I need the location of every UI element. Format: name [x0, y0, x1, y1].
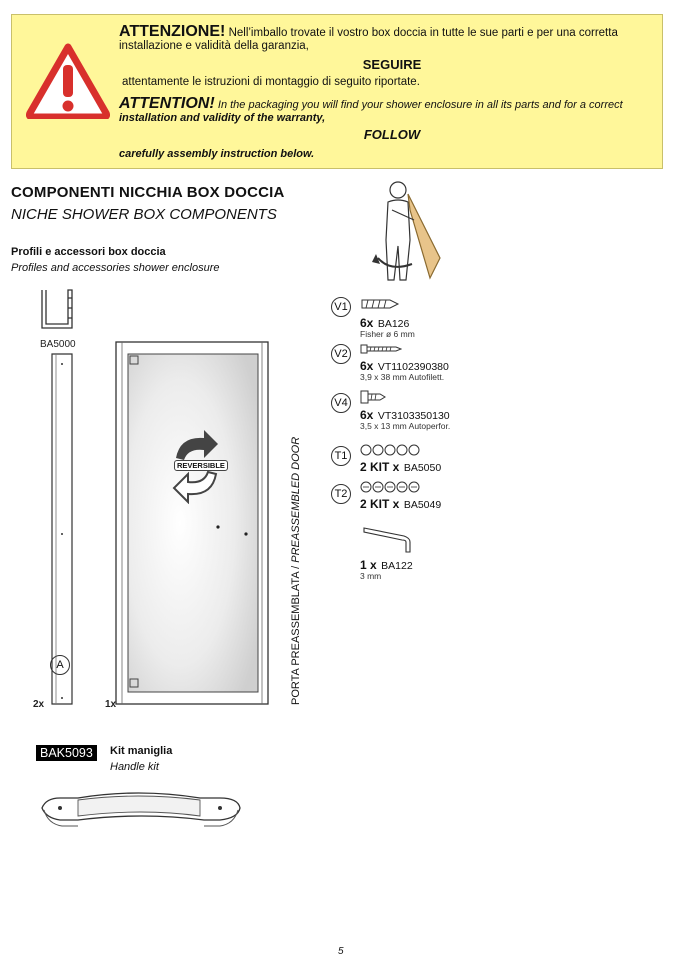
part-v4-code: VT3103350130: [377, 410, 450, 422]
person-carrying-box-icon: [370, 180, 450, 285]
warning-en-text: In the packaging you will find your shower enclosure in all its parts and for a correct: [217, 99, 623, 111]
screw-long-icon: [360, 343, 402, 355]
door-label-it: PORTA PREASSEMBLATA: [290, 571, 302, 705]
handle-kit-code: BAK5093: [36, 745, 97, 761]
warning-it-follow: SEGUIRE: [362, 57, 422, 72]
part-t1-code: BA5050: [403, 462, 442, 474]
section-subtitle-it: Profili e accessori box doccia: [11, 246, 166, 258]
part-v1-badge: V1: [331, 297, 351, 317]
warning-it-text3: attentamente le istruzioni di montaggio di seguito riportate.: [122, 76, 420, 88]
section-title-it: COMPONENTI NICCHIA BOX DOCCIA: [11, 184, 285, 201]
warning-en-follow: FOLLOW: [363, 127, 421, 142]
warning-it-line1: [119, 25, 618, 40]
part-t2-badge: T2: [331, 484, 351, 504]
warning-it-title: ATTENZIONE!: [119, 23, 226, 40]
part-t1-spec: [360, 458, 441, 476]
profile-marker: A: [50, 655, 70, 675]
part-key-qty: 1 x: [360, 558, 377, 572]
part-t2-qty: 2 KIT x: [360, 497, 400, 511]
door-qty: 1x: [105, 699, 117, 710]
section-subtitle-en: Profiles and accessories shower enclosure: [11, 262, 220, 274]
warning-it-text2: installazione e validità della garanzia,: [119, 40, 309, 52]
warning-en-text2: installation and validity of the warranty,: [119, 112, 326, 124]
warning-triangle-icon: [26, 43, 110, 119]
cover-caps-alt-icon: [360, 480, 420, 494]
reversible-badge: REVERSIBLE: [174, 460, 228, 471]
part-v2-note: 3,9 x 38 mm Autofilett.: [360, 372, 445, 382]
door-label-sep: /: [290, 565, 302, 569]
part-t1-badge: T1: [331, 446, 351, 466]
part-v2-code: VT1102390380: [377, 361, 449, 373]
part-t2-spec: [360, 495, 441, 513]
part-key-code: BA122: [381, 560, 413, 572]
warning-banner: [11, 14, 663, 169]
part-t1-qty: 2 KIT x: [360, 460, 400, 474]
warning-it-text: Nell’imballo trovate il vostro box doccia in tutte le sue parti e per una corretta: [228, 27, 618, 39]
door-label: [290, 437, 302, 705]
part-key-note: 3 mm: [360, 571, 382, 581]
part-v2-badge: V2: [331, 344, 351, 364]
allen-key-icon: [362, 524, 414, 554]
wall-plug-icon: [360, 297, 402, 311]
part-v4-qty: 6x: [360, 408, 374, 422]
part-v2-qty: 6x: [360, 359, 374, 373]
part-v1-note: Fisher ø 6 mm: [360, 329, 415, 339]
cover-caps-icon: [360, 443, 420, 457]
part-v1-qty: 6x: [360, 316, 374, 330]
screw-short-icon: [360, 389, 386, 405]
part-v4-badge: V4: [331, 393, 351, 413]
section-title-en: NICHE SHOWER BOX COMPONENTS: [11, 206, 277, 223]
warning-en-line1: [119, 97, 623, 112]
handle-kit-title-it: Kit maniglia: [110, 745, 173, 757]
part-t2-code: BA5049: [403, 499, 442, 511]
profile-qty: 2x: [33, 699, 45, 710]
handle-kit-title-en: Handle kit: [110, 761, 159, 773]
door-label-en: PREASSEMBLED DOOR: [290, 436, 302, 563]
warning-en-text3: carefully assembly instruction below.: [119, 148, 315, 160]
door-drawing: [112, 338, 274, 708]
handle-drawing: [38, 786, 244, 832]
part-v4-note: 3,5 x 13 mm Autoperfor.: [360, 421, 451, 431]
part-v1-code: BA126: [377, 318, 410, 330]
profile-code: BA5000: [40, 339, 76, 350]
page-number: 5: [338, 946, 344, 957]
profile-section-drawing: [38, 288, 78, 332]
warning-en-title: ATTENTION!: [119, 95, 215, 112]
